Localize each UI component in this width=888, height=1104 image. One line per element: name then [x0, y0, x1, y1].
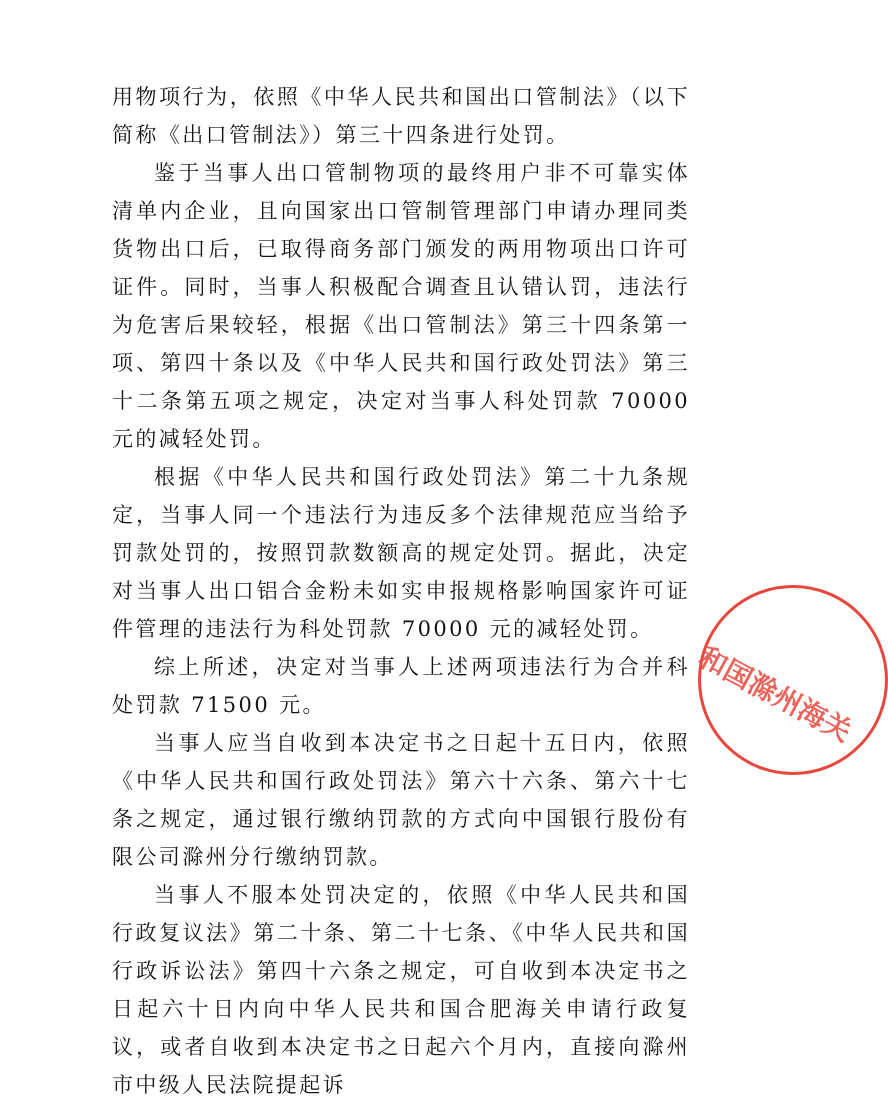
- paragraph-1: 用物项行为，依照《中华人民共和国出口管制法》（以下简称《出口管制法》）第三十四条进行处罚。: [112, 85, 690, 147]
- paragraph-4: 综上所述，决定对当事人上述两项违法行为合并科处罚款 71500 元。: [112, 655, 690, 717]
- document-body: [112, 78, 690, 1104]
- paragraph-2: 鉴于当事人出口管制物项的最终用户非不可靠实体清单内企业，且向国家出口管制管理部门申请办理同类货物出口后，已取得商务部门颁发的两用物项出口许可证件。同时，当事人积极配合调查且认错认罚，违法行为危害后果较轻，根据《出口管制法》第三十四条第一项、第四十条以及《中华人民共和国行政处罚法》第三十二条第五项之规定，决定对当事人科处罚款 70000 元的减轻处罚。: [112, 161, 690, 451]
- paragraph-3: 根据《中华人民共和国行政处罚法》第二十九条规定，当事人同一个违法行为违反多个法律规范应当给予罚款处罚的，按照罚款数额高的规定处罚。据此，决定对当事人出口铝合金粉未如实申报规格影响国家许可证件管理的违法行为科处罚款 70000 元的减轻处罚。: [112, 465, 690, 641]
- paragraph-6: 当事人不服本处罚决定的，依照《中华人民共和国行政复议法》第二十条、第二十七条、《中华人民共和国行政诉讼法》第四十六条之规定，可自收到本决定书之日起六十日内向中华人民共和国合肥海关申请行政复议，或者自收到本决定书之日起六个月内，直接向滁州市中级人民法院提起诉: [112, 883, 690, 1097]
- paragraph-5: 当事人应当自收到本决定书之日起十五日内，依照《中华人民共和国行政处罚法》第六十六条、第六十七条之规定，通过银行缴纳罚款的方式向中国银行股份有限公司滁州分行缴纳罚款。: [112, 731, 690, 869]
- official-seal-stamp: [693, 585, 888, 775]
- seal-text: 和国滁州海关: [693, 640, 858, 749]
